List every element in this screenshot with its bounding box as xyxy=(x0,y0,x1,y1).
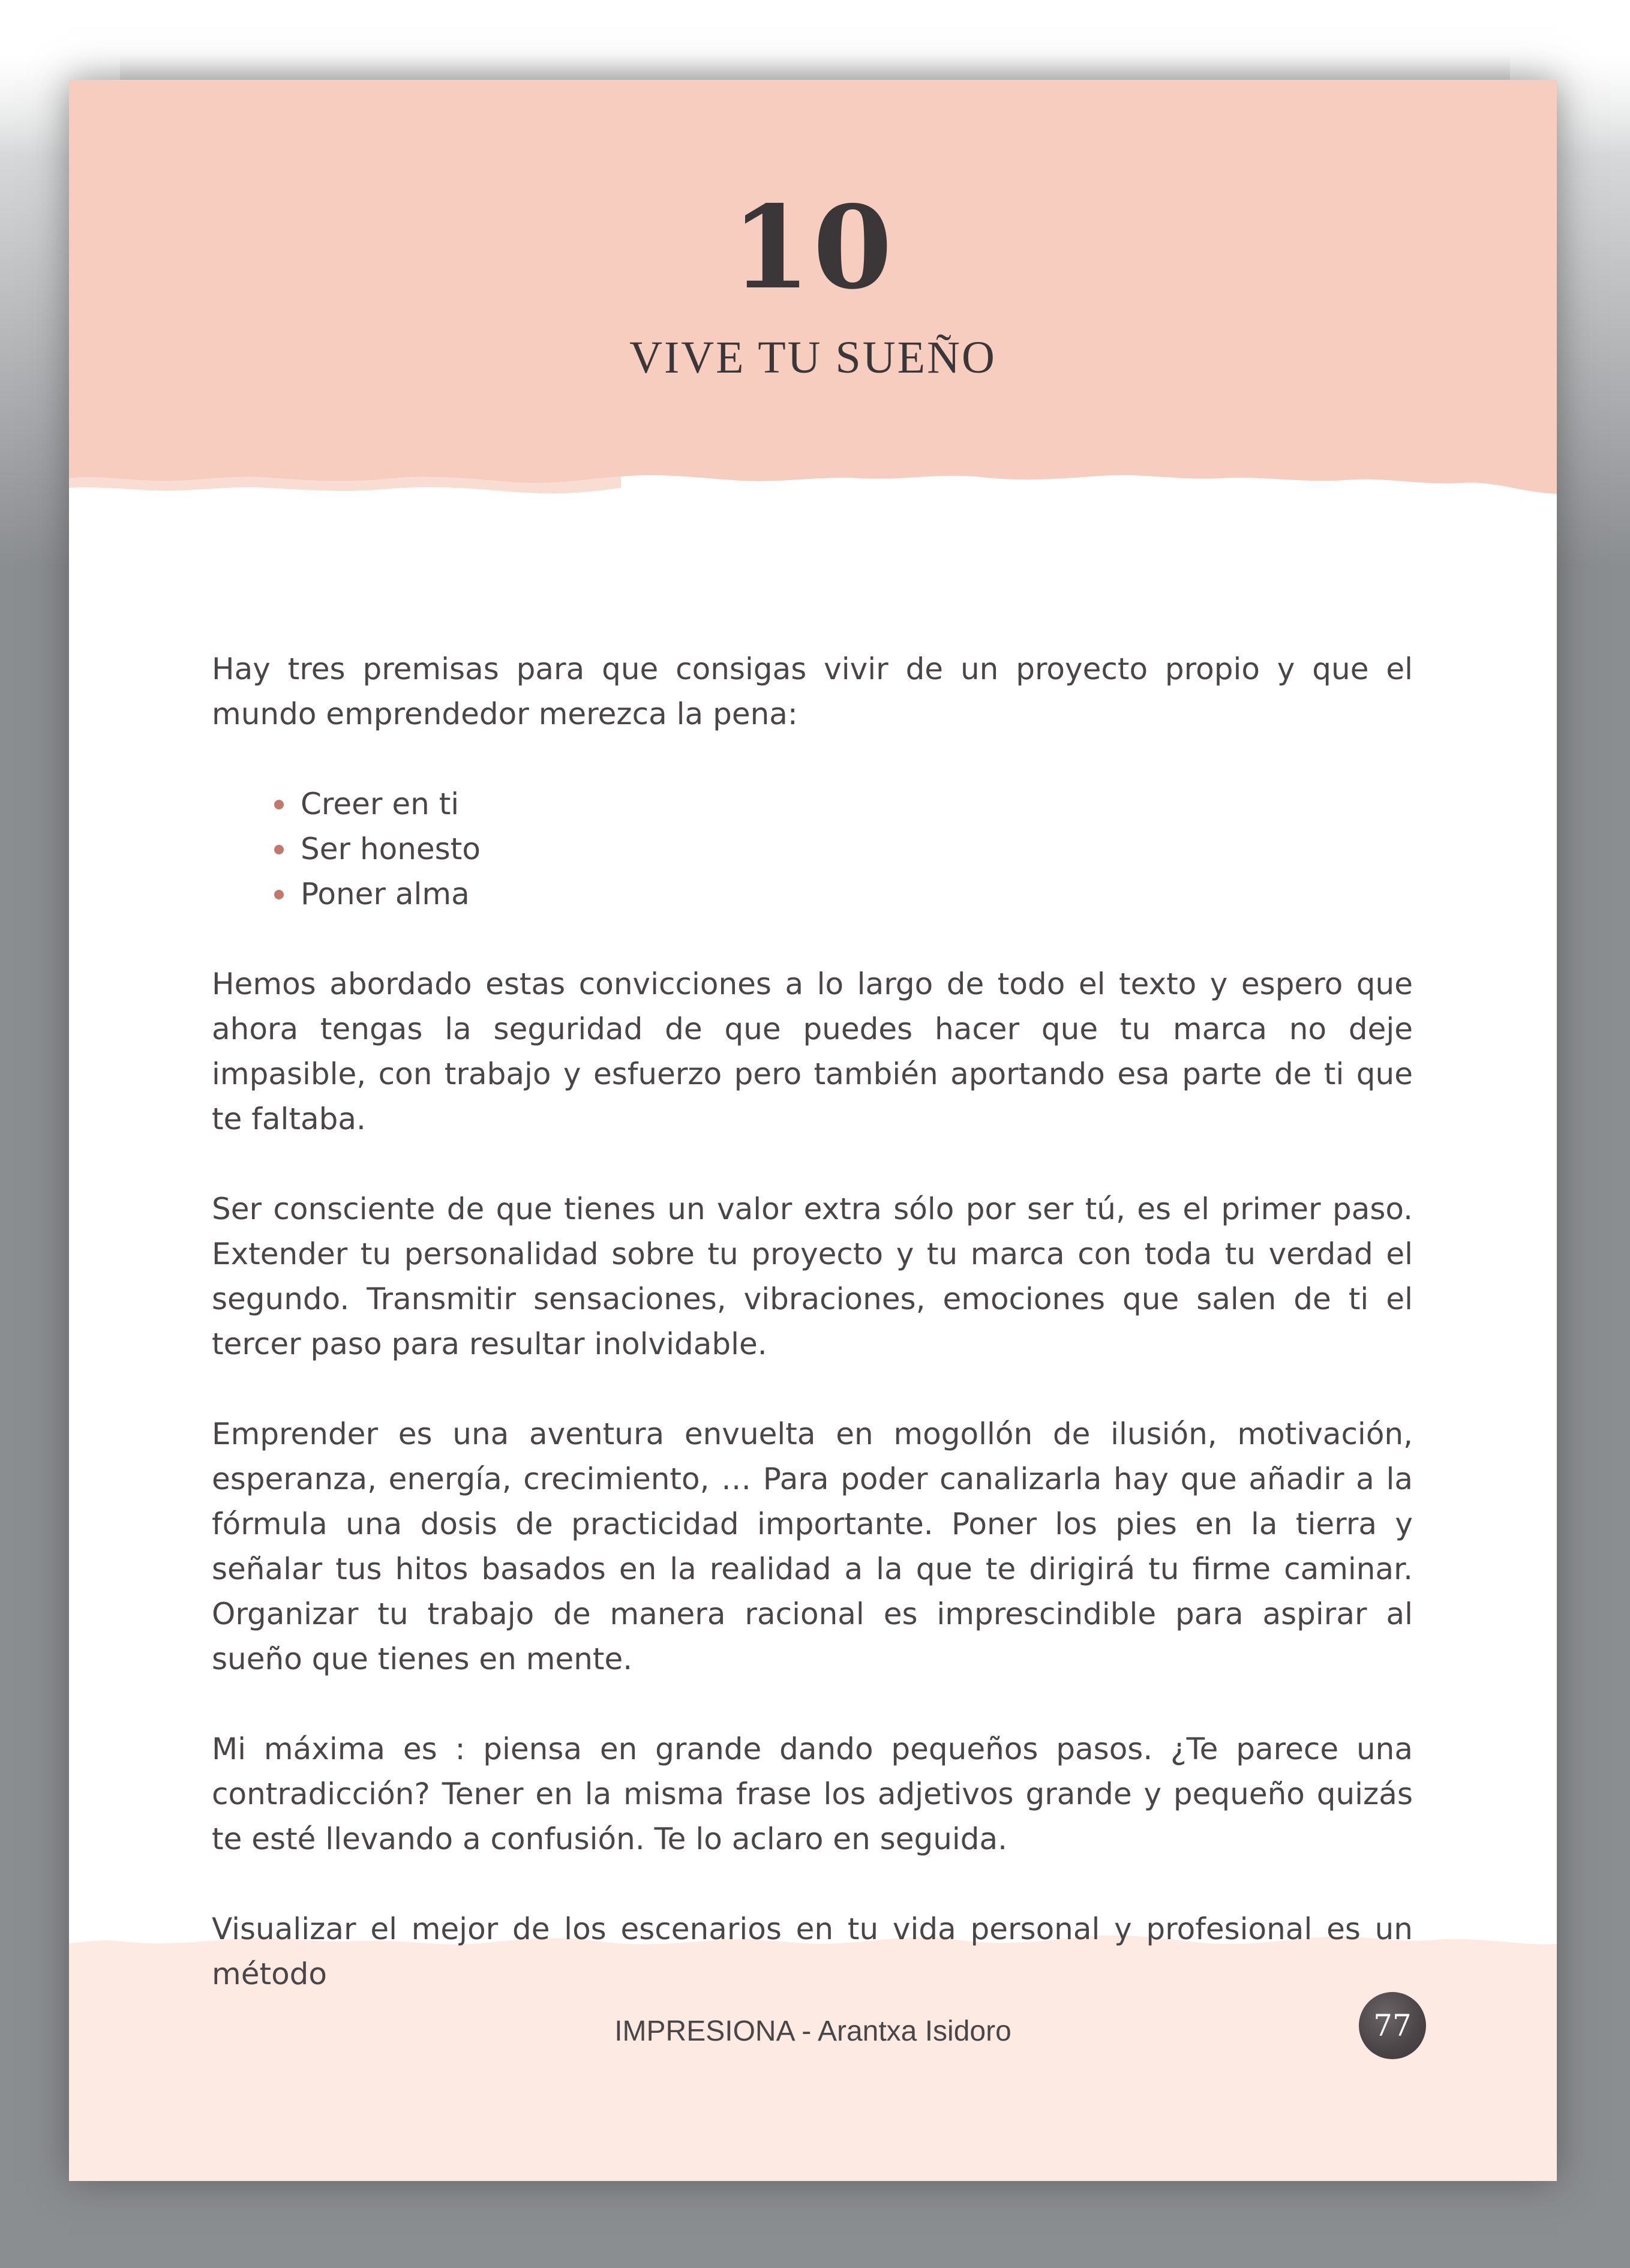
bullet-dot-icon xyxy=(274,800,284,809)
body-paragraph: Visualizar el mejor de los escenarios en tu vida personal y profesional es un método xyxy=(212,1912,1413,1991)
list-item-label: Creer en ti xyxy=(301,787,460,821)
premises-list xyxy=(212,782,1413,917)
list-item xyxy=(301,872,1413,917)
intro-paragraph: Hay tres premisas para que consigas vivir de un proyecto propio y que el mundo emprendedor merezca la pena: xyxy=(212,652,1413,731)
chapter-title: VIVE TU SUEÑO xyxy=(629,332,996,383)
header-watercolor-band xyxy=(69,80,1557,584)
body-paragraph: Emprender es una aventura envuelta en mogollón de ilusión, motivación, esperanza, energía, crecimiento, … Para poder canalizarla hay que añadir a la fórmula una dosis de practicidad importante. Poner los pies en la tierra y señalar tus hitos basados en la realidad a la que te dirigirá tu firme caminar. Organizar tu trabajo de manera racional es imprescindible para aspirar al sueño que tienes en mente. xyxy=(212,1417,1413,1676)
list-item-label: Ser honesto xyxy=(301,832,481,866)
chapter-number: 10 xyxy=(731,181,895,314)
page-number-badge: 77 xyxy=(1359,1992,1426,2059)
body-paragraph: Ser consciente de que tienes un valor extra sólo por ser tú, es el primer paso. Extender tu personalidad sobre tu proyecto y tu marca con toda tu verdad el segundo. Transmitir sensaciones, vibraciones, emociones que salen de ti el tercer paso para resultar inolvidable. xyxy=(212,1192,1413,1361)
body-text xyxy=(212,647,1413,1997)
body-paragraph: Mi máxima es : piensa en grande dando pequeños pasos. ¿Te parece una contradicción? Tener en la misma frase los adjetivos grande y pequeño quizás te esté llevando a confusión. Te lo aclaro en seguida. xyxy=(212,1732,1413,1856)
list-item xyxy=(301,827,1413,872)
footer-book-credit: IMPRESIONA - Arantxa Isidoro xyxy=(614,2015,1011,2047)
bullet-dot-icon xyxy=(274,845,284,854)
bullet-dot-icon xyxy=(274,890,284,899)
document-page xyxy=(69,80,1557,2181)
body-paragraph: Hemos abordado estas convicciones a lo largo de todo el texto y espero que ahora tengas la seguridad de que puedes hacer que tu marca no deje impasible, con trabajo y esfuerzo pero también aportando esa parte de ti que te faltaba. xyxy=(212,967,1413,1136)
list-item xyxy=(301,782,1413,827)
list-item-label: Poner alma xyxy=(301,877,470,911)
